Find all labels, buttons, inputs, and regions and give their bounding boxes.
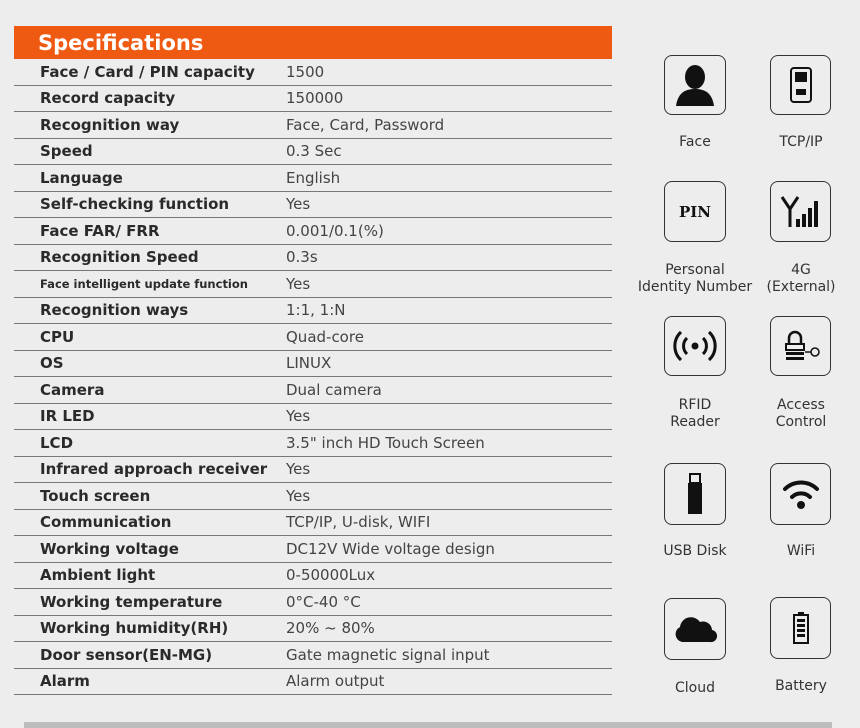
spec-value: 0.3s xyxy=(286,248,318,267)
spec-row xyxy=(14,404,612,431)
spec-label: Door sensor(EN-MG) xyxy=(40,645,213,664)
spec-label: Face FAR/ FRR xyxy=(40,221,160,240)
specifications-table xyxy=(14,26,612,695)
spec-row xyxy=(14,112,612,139)
spec-row xyxy=(14,563,612,590)
spec-value: 1:1, 1:N xyxy=(286,301,346,320)
rfid-signal-icon xyxy=(673,328,717,364)
spec-value: 0.3 Sec xyxy=(286,142,342,161)
wifi-label: WiFi xyxy=(786,543,816,559)
spec-value: 20% ~ 80% xyxy=(286,619,375,638)
spec-row xyxy=(14,616,612,643)
spec-row xyxy=(14,510,612,537)
spec-row xyxy=(14,536,612,563)
spec-value: TCP/IP, U-disk, WIFI xyxy=(286,513,431,532)
spec-value: Yes xyxy=(286,407,311,426)
spec-row xyxy=(14,457,612,484)
spec-row xyxy=(14,589,612,616)
spec-label: LCD xyxy=(40,433,74,452)
spec-row xyxy=(14,86,612,113)
usb-label: USB Disk xyxy=(663,543,727,559)
tcpip-label: TCP/IP xyxy=(779,134,823,150)
battery-label: Battery xyxy=(775,678,827,694)
spec-row xyxy=(14,351,612,378)
spec-label: Language xyxy=(40,168,123,187)
cellular-signal-icon xyxy=(780,195,822,229)
spec-value: LINUX xyxy=(286,354,332,373)
spec-row xyxy=(14,483,612,510)
spec-label: Infrared approach receiver xyxy=(40,460,268,479)
battery-icon xyxy=(791,611,811,645)
spec-value: 0°C-40 °C xyxy=(286,592,361,611)
spec-row xyxy=(14,377,612,404)
usb-drive-icon xyxy=(685,472,705,516)
spec-rows xyxy=(14,59,612,695)
spec-label: IR LED xyxy=(40,407,95,426)
spec-label: Working voltage xyxy=(40,539,179,558)
spec-row xyxy=(14,271,612,298)
lock-key-icon xyxy=(779,328,823,364)
access-control-label: Access Control xyxy=(775,397,827,430)
spec-row xyxy=(14,245,612,272)
spec-row xyxy=(14,139,612,166)
spec-row xyxy=(14,642,612,669)
spec-label: Face intelligent update function xyxy=(40,276,248,291)
spec-value: Yes xyxy=(286,274,311,293)
spec-row xyxy=(14,669,612,696)
spec-value: 0-50000Lux xyxy=(286,566,376,585)
spec-value: 1500 xyxy=(286,62,325,81)
spec-value: 3.5" inch HD Touch Screen xyxy=(286,433,485,452)
spec-label: Self-checking function xyxy=(40,195,230,214)
face-tile xyxy=(664,55,726,115)
specifications-title: Specifications xyxy=(14,26,612,59)
spec-row xyxy=(14,218,612,245)
cloud-label: Cloud xyxy=(675,680,715,696)
ethernet-port-icon xyxy=(786,66,816,104)
access-control-tile xyxy=(770,316,831,376)
spec-label: Alarm xyxy=(40,672,90,691)
wifi-icon xyxy=(781,478,821,510)
spec-value: DC12V Wide voltage design xyxy=(286,539,495,558)
spec-value: 0.001/0.1(%) xyxy=(286,221,384,240)
spec-label: OS xyxy=(40,354,64,373)
spec-label: Working humidity(RH) xyxy=(40,619,229,638)
spec-label: Recognition ways xyxy=(40,301,189,320)
cloud-tile xyxy=(664,598,726,660)
spec-row xyxy=(14,59,612,86)
spec-value: Yes xyxy=(286,195,311,214)
spec-label: Face / Card / PIN capacity xyxy=(40,62,255,81)
spec-value: 150000 xyxy=(286,89,344,108)
spec-label: Recognition Speed xyxy=(40,248,199,267)
person-icon xyxy=(672,62,718,108)
spec-row xyxy=(14,165,612,192)
4g-tile xyxy=(770,181,831,242)
rfid-tile xyxy=(664,316,726,376)
spec-value: Alarm output xyxy=(286,672,385,691)
rfid-label: RFID Reader xyxy=(670,397,720,430)
spec-label: Recognition way xyxy=(40,115,180,134)
wifi-tile xyxy=(770,463,831,525)
pin-icon: PIN xyxy=(678,202,711,221)
spec-label: Working temperature xyxy=(40,592,223,611)
spec-row xyxy=(14,192,612,219)
spec-value: Gate magnetic signal input xyxy=(286,645,490,664)
battery-tile xyxy=(770,597,831,659)
spec-label: Record capacity xyxy=(40,89,176,108)
spec-row xyxy=(14,430,612,457)
spec-value: Yes xyxy=(286,460,311,479)
tcpip-tile xyxy=(770,55,831,115)
spec-label: Touch screen xyxy=(40,486,151,505)
spec-label: CPU xyxy=(40,327,75,346)
spec-value: Yes xyxy=(286,486,311,505)
spec-label: Camera xyxy=(40,380,105,399)
4g-label: 4G (External) xyxy=(766,262,836,295)
spec-value: Quad-core xyxy=(286,327,364,346)
spec-value: Face, Card, Password xyxy=(286,115,445,134)
face-label: Face xyxy=(679,134,711,150)
pin-tile xyxy=(664,181,726,242)
spec-label: Ambient light xyxy=(40,566,156,585)
spec-value: Dual camera xyxy=(286,380,382,399)
spec-label: Speed xyxy=(40,142,93,161)
spec-row xyxy=(14,298,612,325)
pin-label: Personal Identity Number xyxy=(637,262,753,295)
cloud-icon xyxy=(672,614,718,644)
usb-tile xyxy=(664,463,726,525)
spec-row xyxy=(14,324,612,351)
spec-value: English xyxy=(286,168,341,187)
spec-label: Communication xyxy=(40,513,172,532)
bottom-divider xyxy=(24,722,832,728)
